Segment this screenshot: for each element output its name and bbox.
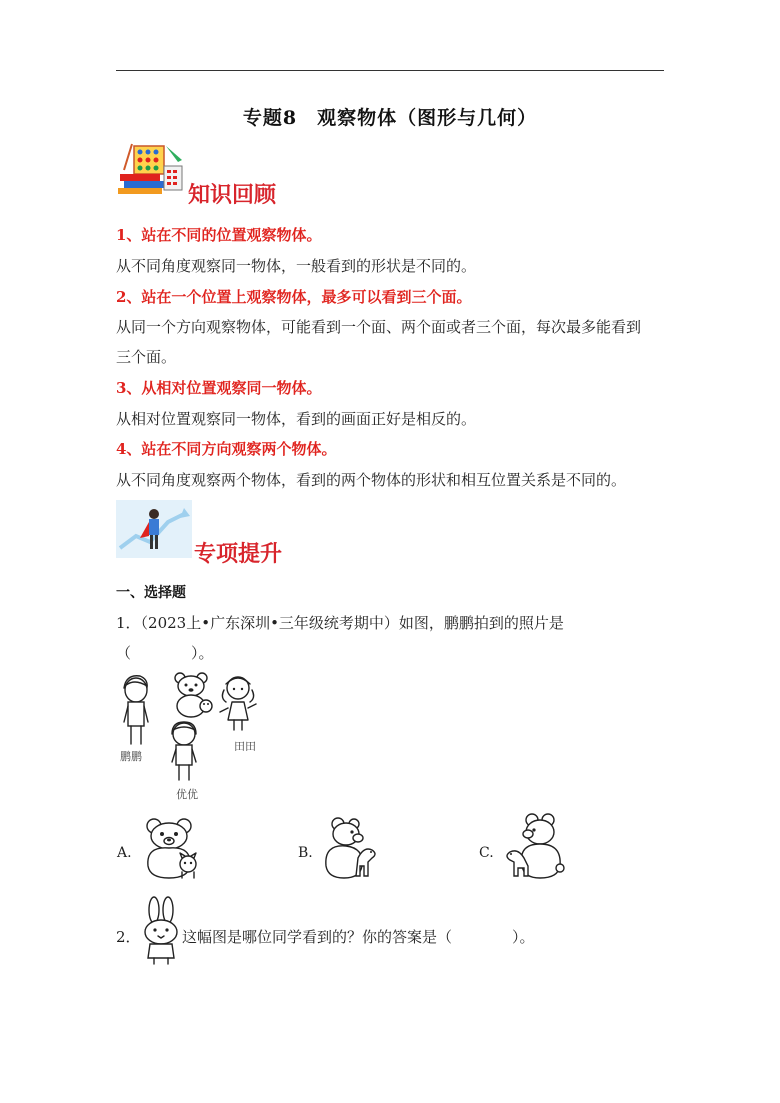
knowledge-header bbox=[116, 140, 316, 210]
option-b-label[interactable]: B. bbox=[298, 845, 313, 861]
section-choice-title: 一、选择题 bbox=[116, 585, 186, 601]
header-rule bbox=[116, 70, 664, 71]
question-1-line-1: 1．（2023上•广东深圳•三年级统考期中）如图，鹏鹏拍到的照片是 bbox=[116, 614, 564, 632]
point-3-text: 从相对位置观察同一物体，看到的画面正好是相反的。 bbox=[116, 410, 477, 428]
scene-figure bbox=[112, 670, 272, 805]
name-tiantian: 田田 bbox=[234, 740, 256, 753]
option-c-label[interactable]: C. bbox=[479, 845, 494, 861]
point-1-text: 从不同角度观察同一物体，一般看到的形状是不同的。 bbox=[116, 257, 477, 275]
point-2-text-1: 从同一个方向观察物体，可能看到一个面、两个面或者三个面，每次最多能看到 bbox=[116, 318, 642, 336]
growth-banner-icon bbox=[116, 500, 192, 558]
kid-tiantian-icon bbox=[216, 672, 260, 736]
practice-header bbox=[116, 500, 336, 567]
point-3-heading: 3、从相对位置观察同一物体。 bbox=[116, 379, 322, 397]
option-a-label[interactable]: A. bbox=[117, 845, 132, 861]
point-2-text-2: 三个面。 bbox=[116, 348, 177, 366]
practice-header-text: 专项提升 bbox=[194, 541, 283, 567]
stationery-icon bbox=[116, 140, 186, 196]
bear-toy-icon bbox=[170, 670, 214, 718]
page-title: 专题8 观察物体（图形与几何） bbox=[242, 107, 538, 129]
kid-youyou-icon bbox=[164, 720, 204, 784]
option-b-bear-side-icon[interactable] bbox=[320, 816, 380, 882]
point-1-heading: 1、站在不同的位置观察物体。 bbox=[116, 226, 322, 244]
question-2-text: 这幅图是哪位同学看到的？你的答案是（ ）。 bbox=[182, 928, 535, 946]
point-2-heading: 2、站在一个位置上观察物体，最多可以看到三个面。 bbox=[116, 288, 472, 306]
option-a-bear-front-icon[interactable] bbox=[140, 816, 204, 882]
name-youyou: 优优 bbox=[176, 788, 198, 801]
kid-pengpeng-icon bbox=[116, 672, 156, 748]
point-4-heading: 4、站在不同方向观察两个物体。 bbox=[116, 440, 337, 458]
name-pengpeng: 鹏鹏 bbox=[120, 750, 142, 763]
knowledge-header-text: 知识回顾 bbox=[188, 182, 277, 208]
question-2-number: 2． bbox=[116, 928, 141, 946]
question-1-line-2: （ ）。 bbox=[116, 644, 214, 662]
rabbit-figure-icon bbox=[140, 896, 182, 968]
option-c-bear-back-icon[interactable] bbox=[502, 812, 566, 882]
point-4-text: 从不同角度观察两个物体，看到的两个物体的形状和相互位置关系是不同的。 bbox=[116, 471, 627, 489]
